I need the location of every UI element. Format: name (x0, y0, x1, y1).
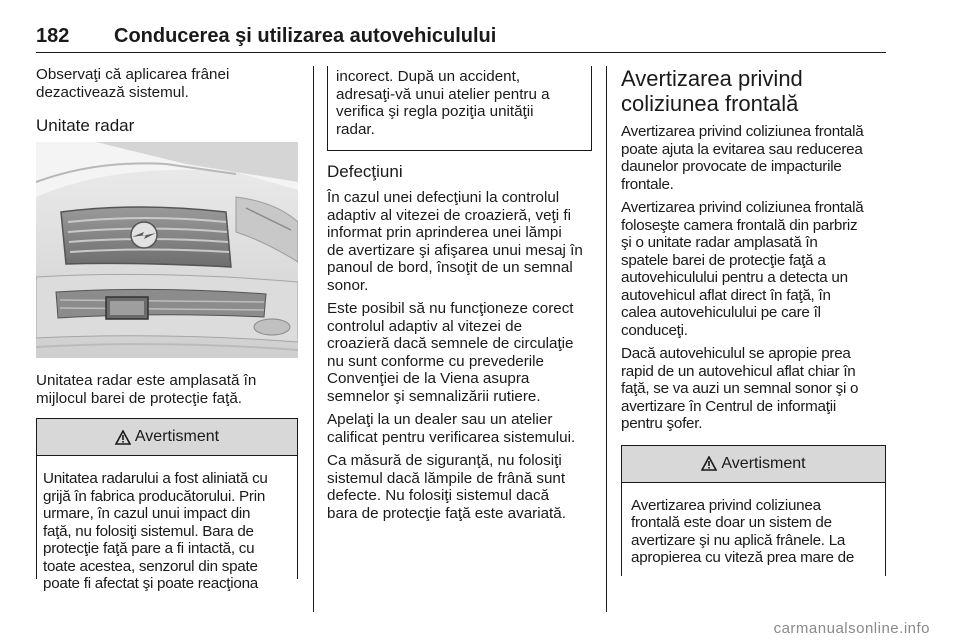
warning-continuation-box (327, 66, 592, 151)
warning-box (36, 418, 298, 592)
paragraph (621, 123, 886, 193)
text-line: frontale. (621, 175, 674, 193)
warning-line: grijă în fabrica producătorului. Prin (43, 487, 266, 505)
text-line: rapid de un autovehicul aflat chiar în (621, 362, 856, 380)
text-line: Avertizarea privind coliziunea frontală (621, 199, 864, 216)
column-right (621, 66, 886, 576)
text-line: avertizare în Centrul de informaţii (621, 397, 836, 415)
text-line: În cazul unei defecţiuni la controlul (327, 189, 560, 206)
text-line: spatele barei de protecţie faţă a (621, 251, 826, 269)
paragraph (327, 189, 592, 294)
text-line: panoul de bord, însoţit de un semnal (327, 259, 573, 276)
text-line: calea autovehiculului pe care îl (621, 304, 821, 321)
warning-title: Avertisment (721, 454, 806, 472)
text-line: Avertizarea privind coliziunea frontală (621, 123, 864, 140)
warning-line: adresaţi-vă unui atelier pentru a (336, 85, 550, 103)
text-line: şi o unitate radar amplasată în (621, 234, 818, 251)
section-heading: Avertizarea privind (621, 66, 803, 91)
warning-line: avertizare şi nu aplică frânele. La (631, 531, 846, 549)
paragraph (327, 411, 592, 446)
page-number: 182 (36, 25, 70, 47)
text-line: semnelor şi semnalizării rutiere. (327, 387, 541, 405)
section-heading: coliziunea frontală (621, 91, 799, 116)
text-line: daunelor provocate de impacturile (621, 158, 842, 175)
warning-header (37, 419, 297, 456)
radar-heading: Unitate radar (36, 116, 135, 135)
text-line: autovehiculului pentru a detecta un (621, 269, 848, 286)
paragraph (621, 199, 886, 339)
paragraph (327, 452, 592, 522)
warning-line: verifica şi regla poziţia unităţii (336, 103, 534, 120)
text-line: de avertizare şi afişarea unui mesaj în (327, 241, 583, 259)
page-header (36, 22, 886, 53)
chapter-title: Conducerea şi utilizarea autovehiculului (114, 25, 497, 47)
text-line: Ca măsură de siguranţă, nu folosiţi (327, 452, 562, 469)
warning-line: apropierea cu viteză prea mare de (631, 549, 855, 566)
text-line: conduceţi. (621, 321, 688, 339)
warning-line: toate acestea, senzorul din spate (43, 557, 258, 575)
caption-line: mijlocul barei de protecţie faţă. (36, 389, 242, 407)
warning-line: urmare, în cazul unui impact din (43, 505, 251, 522)
warning-body (622, 483, 885, 567)
intro-line: Observaţi că aplicarea frânei (36, 66, 230, 83)
watermark: carmanualsonline.info (773, 620, 930, 637)
warning-header (622, 446, 885, 483)
warning-body (37, 456, 297, 593)
text-line: nu sunt conforme cu prevederile (327, 352, 544, 370)
column-left (36, 66, 298, 136)
faults-heading: Defecţiuni (327, 162, 403, 181)
text-line: adaptiv al vitezei de croazieră, veţi fi (327, 206, 571, 224)
text-line: informat prin aprinderea unei lămpi (327, 224, 562, 241)
warning-triangle-icon (701, 456, 717, 471)
text-line: defecte. Nu folosiţi sistemul dacă (327, 487, 550, 504)
warning-title: Avertisment (134, 428, 220, 445)
warning-line: radar. (336, 120, 375, 138)
car-front-radar-illustration (36, 142, 298, 358)
text-line: poate ajuta la evitarea sau reducerea (621, 140, 863, 158)
text-line: sonor. (327, 276, 369, 294)
warning-line: frontală este doar un sistem de (631, 514, 832, 531)
intro-line: dezactivează sistemul. (36, 83, 189, 101)
caption-line: Unitatea radar este amplasată în (36, 372, 257, 389)
text-line: Este posibil să nu funcţioneze corect (327, 300, 574, 317)
text-line: controlul adaptiv al vitezei de (327, 317, 523, 335)
warning-line: Unitatea radarului a fost aliniată cu (43, 470, 268, 487)
paragraph (621, 345, 886, 433)
text-line: faţă, se va auzi un semnal sonor şi o (621, 380, 859, 397)
text-line: Apelaţi la un dealer sau un atelier (327, 411, 553, 428)
column-middle (327, 66, 592, 522)
column-divider (313, 66, 314, 612)
paragraph (327, 300, 592, 405)
column-left-lower (36, 372, 298, 592)
warning-line: incorect. După un accident, (336, 68, 521, 85)
column-divider (606, 66, 607, 612)
text-line: sistemul dacă lămpile de frână sunt (327, 469, 566, 487)
warning-line: protecţie faţă pare a fi intactă, cu (43, 540, 255, 557)
text-line: calificat pentru verificarea sistemului. (327, 428, 576, 446)
warning-line: Avertizarea privind coliziunea (631, 496, 821, 514)
text-line: Convenţiei de la Viena asupra (327, 370, 530, 387)
text-line: croazieră dacă semnele de circulaţie (327, 335, 574, 352)
text-line: bara de protecţie faţă este avariată. (327, 504, 566, 522)
warning-triangle-icon (115, 430, 131, 445)
text-line: pentru şofer. (621, 415, 703, 432)
text-line: Dacă autovehiculul se apropie prea (621, 345, 851, 362)
text-line: autovehicul aflat direct în faţă, în (621, 286, 831, 304)
text-line: foloseşte camera frontală din parbriz (621, 216, 858, 234)
warning-box (621, 445, 886, 576)
warning-line: poate fi afectat şi poate reacţiona (43, 575, 258, 592)
warning-line: faţă, nu folosiţi sistemul. Bara de (43, 522, 254, 540)
